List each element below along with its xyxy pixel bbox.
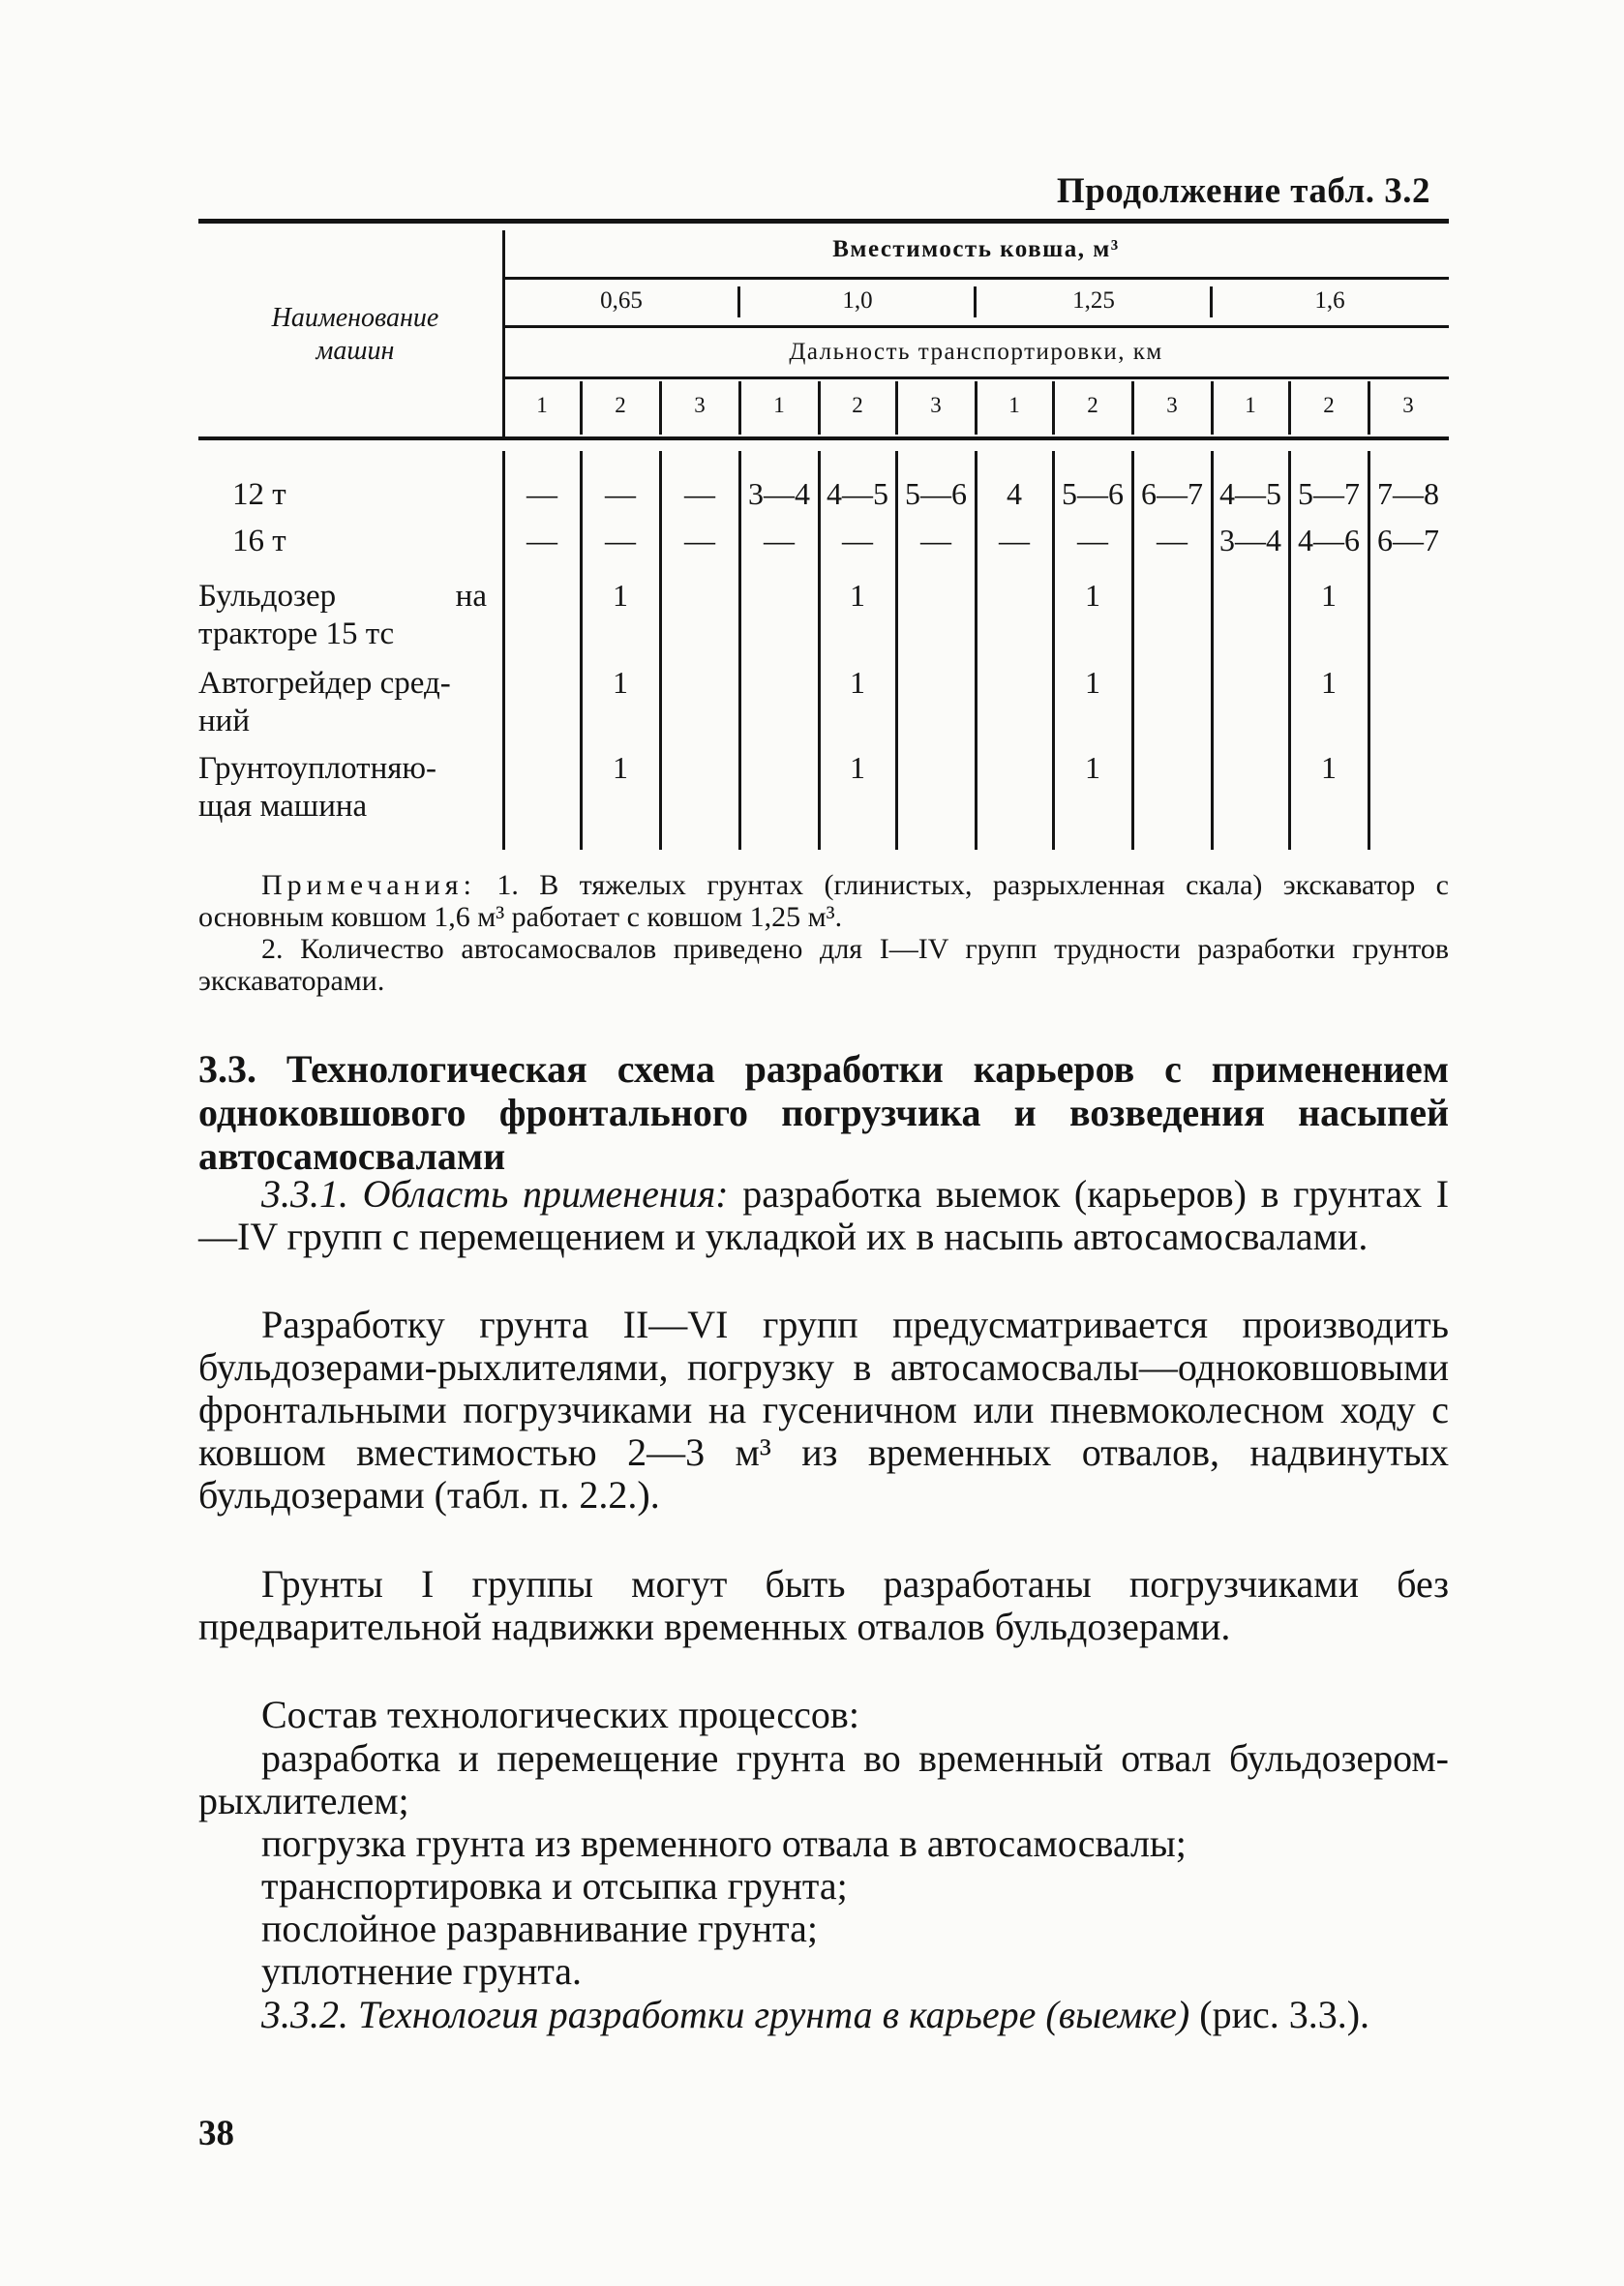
distance-divider: [1211, 381, 1214, 435]
bucket-capacity-header: Вместимость ковша, м³: [832, 236, 1120, 262]
table-cell: 1: [1321, 578, 1337, 613]
table-cell: 3—4: [1219, 523, 1281, 557]
row-name-line: ний: [198, 704, 250, 738]
table-caption: Продолжение табл. 3.2: [1056, 171, 1430, 211]
table-cell: 4—5: [1219, 476, 1281, 511]
capacity-0-65: 0,65: [600, 287, 643, 314]
distance-divider: [1052, 381, 1055, 435]
header-bottom-rule: [198, 436, 1449, 440]
table-cell: 5—6: [1062, 476, 1124, 511]
table-cell: 1: [1085, 665, 1100, 700]
distance-divider: [580, 381, 583, 435]
row-name-line: щая машина: [198, 789, 368, 824]
row-name-grader: [198, 665, 487, 740]
capacity-1-25: 1,25: [1072, 287, 1115, 314]
table-cell: 1: [1085, 578, 1100, 613]
distance-col-2: 2: [615, 393, 626, 417]
capacity-rule: [502, 277, 1449, 280]
process-item: послойное разравнивание грунта;: [261, 1907, 818, 1950]
row-name-line: Автогрейдер сред-: [198, 666, 451, 701]
paragraph-method: Разработку грунта II—VI групп предусматривается производить бульдозерами-рыхлителями, погрузку в автосамосвалы—одноковшовыми фронтальными погрузчиками на гусеничном или пневмоколесном ходу с ковшом вместимостью 2—3 м³ из временных отвалов, надвинутых бульдозерами (табл. п. 2.2.).: [198, 1303, 1449, 1517]
capacity-1-0: 1,0: [842, 287, 873, 314]
table-cell: 5—7: [1298, 476, 1360, 511]
note-2: 2. Количество автосамосвалов приведено для I—IV групп трудности разработки грунтов экскаваторами.: [198, 933, 1449, 997]
table-cell: —: [684, 523, 715, 557]
capacity-divider: [974, 286, 977, 317]
distance-divider: [1288, 381, 1291, 435]
row-name-line: Бульдозер на: [198, 579, 487, 614]
distance-col-7: 1: [1008, 393, 1020, 417]
distance-divider: [659, 381, 662, 435]
process-item: уплотнение грунта.: [261, 1949, 583, 1993]
distance-col-6: 3: [930, 393, 942, 417]
table-cell: —: [526, 476, 557, 511]
row-name-line: 16 т: [232, 524, 286, 558]
table-cell: 1: [613, 578, 628, 613]
distance-divider: [1131, 381, 1134, 435]
distance-col-3: 3: [694, 393, 706, 417]
distance-top-rule: [502, 325, 1449, 328]
table-cell: 6—7: [1141, 476, 1203, 511]
row-name-16t: [232, 523, 286, 560]
note-1: [198, 869, 1449, 933]
capacity-divider: [737, 286, 740, 317]
table-cell: 1: [613, 665, 628, 700]
table-cell: 4: [1007, 476, 1022, 511]
scope-lead: 3.3.1. Область применения:: [261, 1172, 729, 1216]
distance-divider: [975, 381, 977, 435]
table-cell: 7—8: [1377, 476, 1439, 511]
capacity-divider: [1210, 286, 1213, 317]
distance-col-9: 3: [1166, 393, 1178, 417]
paragraph-group-one: Грунты I группы могут быть разработаны погрузчиками без предварительной надвижки временных отвалов бульдозерами.: [198, 1562, 1449, 1648]
paragraph-process-1: разработка и перемещение грунта во временный отвал бульдозером-рыхлителем;: [198, 1736, 1449, 1822]
section-heading: 3.3. Технологическая схема разработки карьеров с применением одноковшового фронтального погрузчика и возведения насыпей автосамосвалами: [198, 1047, 1449, 1178]
distance-col-11: 2: [1323, 393, 1335, 417]
technology-lead: 3.3.2. Технология разработки грунта в карьере (выемке): [261, 1993, 1190, 2036]
scope-text: разработка выемок (карьеров) в грунтах I—IV групп с перемещением и укладкой их в насыпь автосамосвалами.: [198, 1172, 1450, 1258]
paragraph-technology: [198, 1994, 1449, 2036]
row-name-bulldozer: [198, 578, 487, 653]
table-notes: [198, 869, 1449, 997]
table-cell: —: [999, 523, 1030, 557]
name-column-header: [228, 302, 482, 368]
table-cell: 1: [1321, 750, 1337, 785]
table-cell: 6—7: [1377, 523, 1439, 557]
paragraph-processes-intro: Состав технологических процессов:: [261, 1693, 859, 1736]
distance-header: Дальность транспортировки, км: [789, 339, 1163, 365]
row-name-line: 12 т: [232, 477, 286, 512]
table-cell: —: [605, 523, 636, 557]
table-cell: —: [684, 476, 715, 511]
distance-col-1: 1: [536, 393, 548, 417]
row-name-12t: [232, 476, 286, 514]
distance-divider: [895, 381, 898, 435]
table-cell: 5—6: [905, 476, 967, 511]
paragraph-scope: [198, 1173, 1449, 1258]
distance-col-4: 1: [773, 393, 785, 417]
table-cell: 1: [613, 750, 628, 785]
distance-divider: [1368, 381, 1370, 435]
row-name-line: тракторе 15 тс: [198, 617, 395, 651]
table-cell: —: [1077, 523, 1108, 557]
table-cell: —: [920, 523, 951, 557]
distance-bottom-rule: [502, 376, 1449, 379]
page-number: 38: [198, 2114, 234, 2153]
process-item: погрузка грунта из временного отвала в автосамосвалы;: [261, 1821, 1187, 1865]
table-cell: 1: [850, 665, 865, 700]
table-cell: —: [1157, 523, 1188, 557]
table-cell: —: [605, 476, 636, 511]
table-cell: 1: [850, 750, 865, 785]
name-header-line-1: Наименование: [271, 303, 439, 333]
row-name-compactor: [198, 750, 487, 826]
table-cell: 4—6: [1298, 523, 1360, 557]
process-item: транспортировка и отсыпка грунта;: [261, 1864, 848, 1908]
distance-col-8: 2: [1087, 393, 1098, 417]
table-cell: 1: [850, 578, 865, 613]
distance-col-10: 1: [1245, 393, 1256, 417]
table-cell: —: [526, 523, 557, 557]
name-header-line-2: машин: [316, 336, 395, 366]
distance-divider: [738, 381, 741, 435]
table-cell: —: [842, 523, 873, 557]
capacity-1-6: 1,6: [1314, 287, 1345, 314]
technology-tail: (рис. 3.3.).: [1199, 1993, 1370, 2036]
table-cell: —: [764, 523, 795, 557]
table-cell: 4—5: [827, 476, 888, 511]
row-name-line: Грунтоуплотняю-: [198, 751, 437, 786]
table-cell: 1: [1085, 750, 1100, 785]
note-1-text: 1. В тяжелых грунтах (глинистых, разрыхленная скала) экскаватор с основным ковшом 1,6 м³ работает с ковшом 1,25 м³.: [198, 869, 1449, 933]
distance-divider: [818, 381, 821, 435]
distance-col-12: 3: [1402, 393, 1414, 417]
notes-label: Примечания:: [261, 869, 476, 901]
table-cell: 3—4: [748, 476, 810, 511]
distance-col-5: 2: [852, 393, 863, 417]
table-cell: 1: [1321, 665, 1337, 700]
table-top-rule: [198, 219, 1449, 224]
